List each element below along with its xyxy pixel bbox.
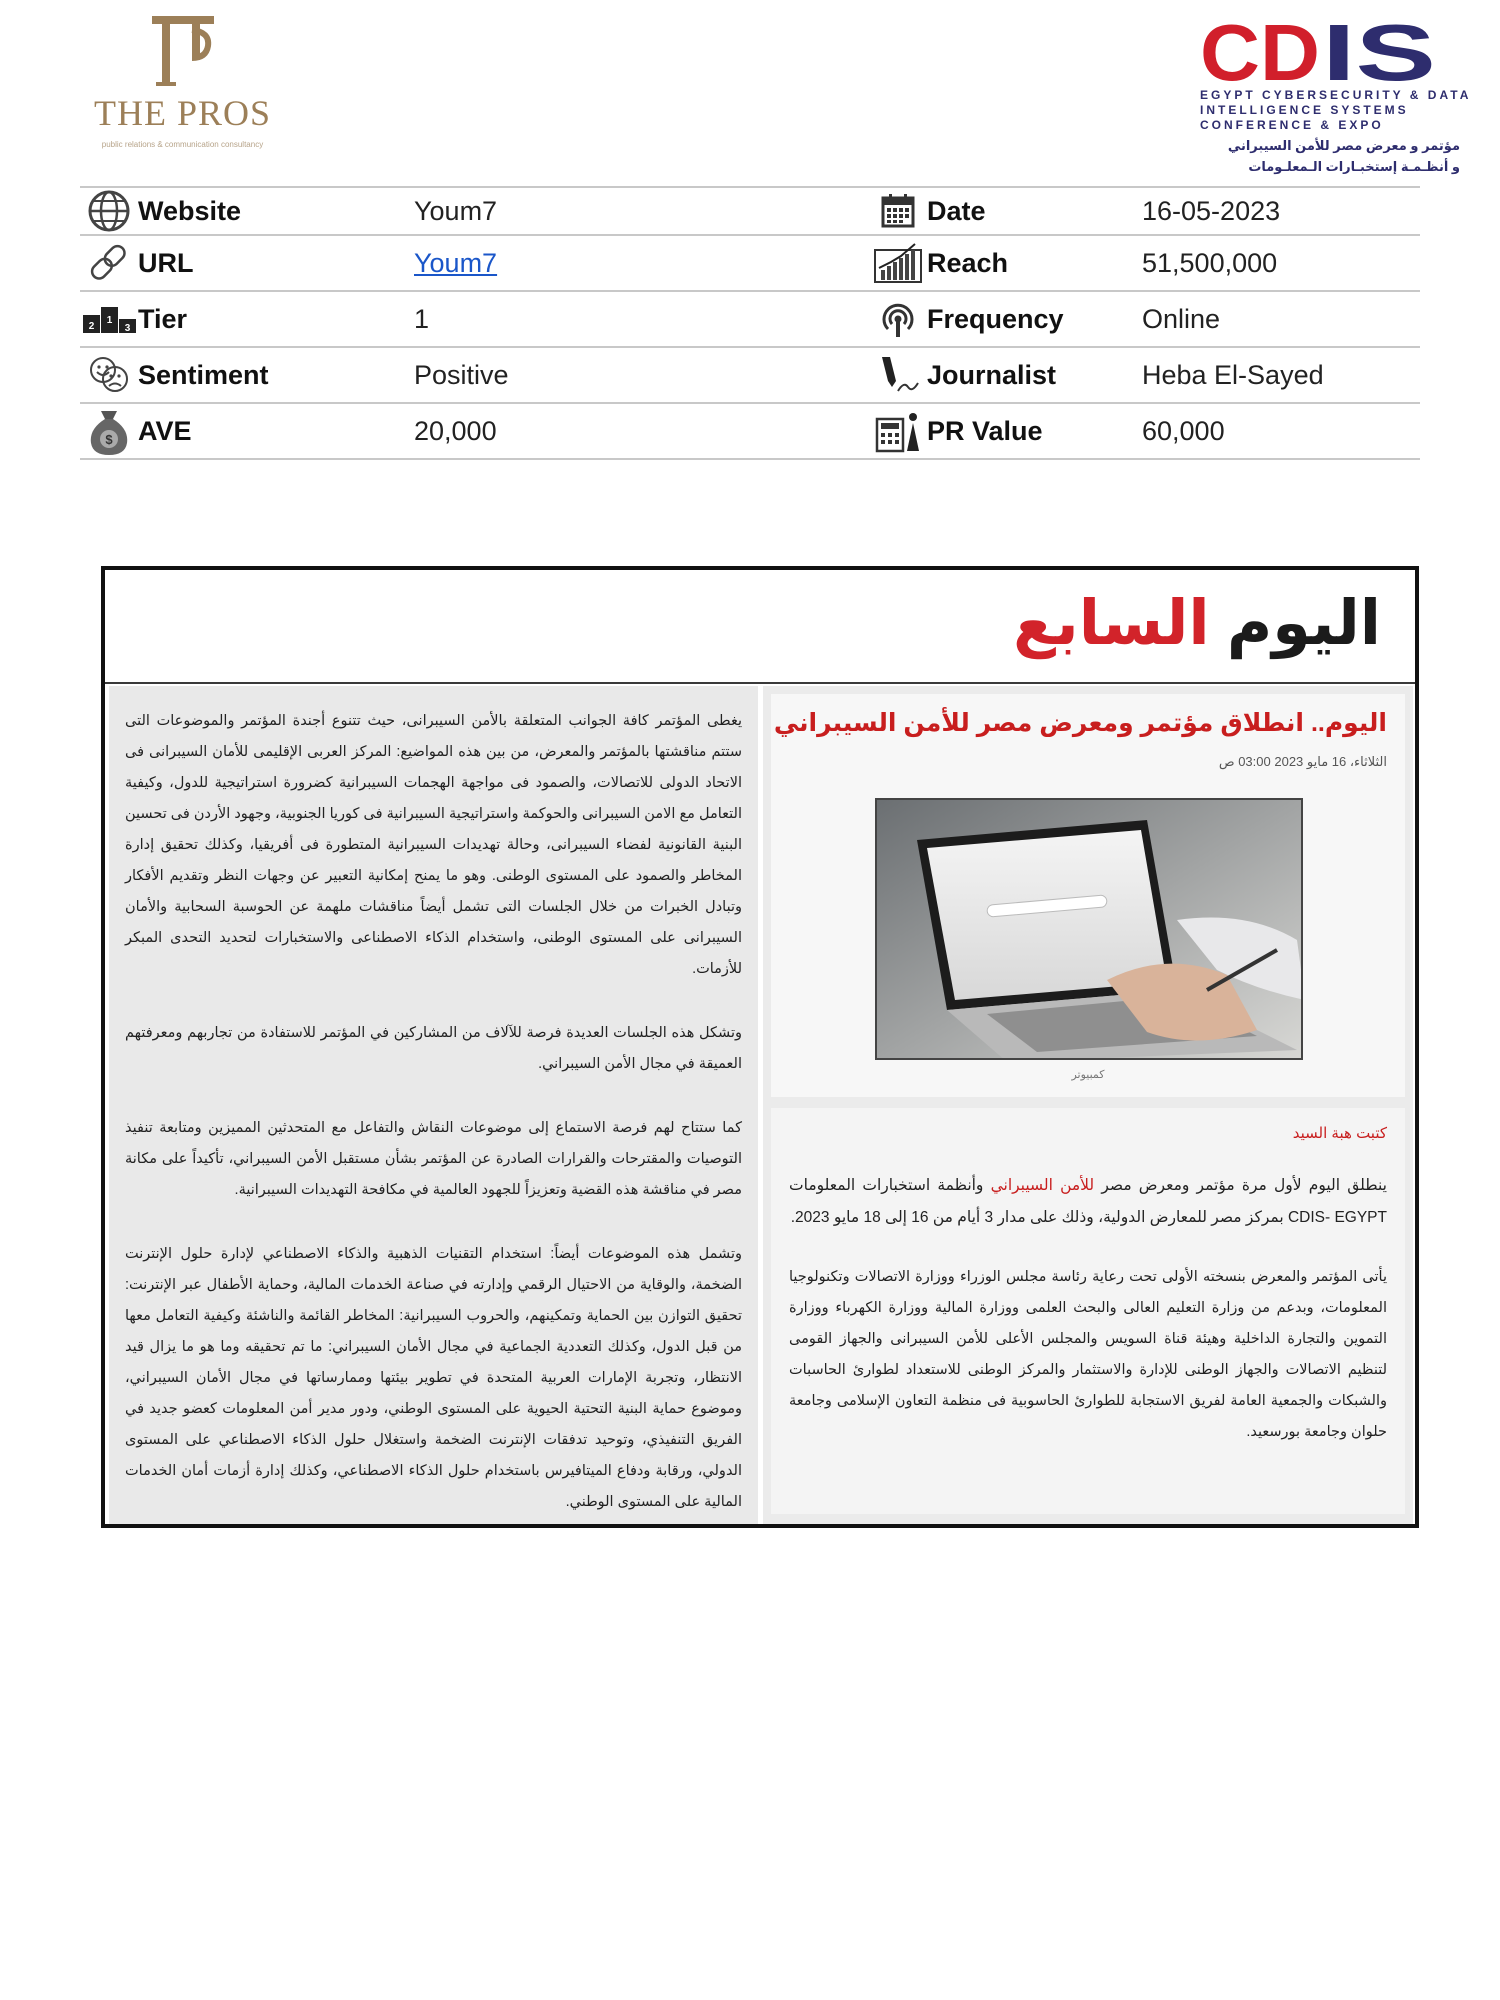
media-info-table xyxy=(80,186,1420,460)
podium-rank-1: 1 xyxy=(106,314,113,326)
info-row-3 xyxy=(80,291,1420,347)
masthead-divider xyxy=(105,682,1415,684)
money-bag-dollar: $ xyxy=(105,432,113,447)
sentiment-value: Positive xyxy=(414,347,869,403)
cdis-line-2: INTELLIGENCE SYSTEMS xyxy=(1200,103,1409,117)
tier-label: Tier xyxy=(138,291,414,347)
the-pros-name: THE PROS xyxy=(93,93,272,133)
article-paragraph: وتشكل هذه الجلسات العديدة فرصة للآلاف من المشاركين في المؤتمر للاستفادة من تجاربهم ومعرفتهم العميقة في مجال الأمن السيبراني. xyxy=(125,1025,742,1072)
calendar-icon xyxy=(880,193,916,229)
podium-rank-3: 3 xyxy=(124,322,131,334)
frequency-value: Online xyxy=(1142,291,1420,347)
smiley-faces-icon xyxy=(87,355,131,395)
cdis-word-is: IS xyxy=(1322,18,1436,88)
pr-value-value: 60,000 xyxy=(1142,403,1420,459)
url-value-cell xyxy=(414,235,869,291)
cdis-word-cd: CD xyxy=(1200,18,1320,88)
intro-text-a: ينطلق اليوم لأول مرة مؤتمر ومعرض مصر xyxy=(1094,1177,1387,1194)
info-icon-cell xyxy=(869,235,927,291)
cdis-arabic-1: مؤتمر و معرض مصر للأمن السيبراني xyxy=(1227,138,1460,153)
date-value: 16-05-2023 xyxy=(1142,187,1420,235)
article-paragraph: يغطى المؤتمر كافة الجوانب المتعلقة بالأمن السيبرانى، حيث تتنوع أجندة المؤتمر والموضوعات التى ستتم مناقشتها بالمؤتمر والمعرض، من بين هذه المواضيع: المركز العربى الإقليمى للأمان السيبرانى فى الاتحاد الدولى للاتصالات، والصمود فى مواجهة الهجمات السيبرانية كضرورة استراتيجية للدول، وكيفية التعامل مع الامن السيبرانى والحوكمة واستراتيجية السيبرانية فى كوريا الجنوبية، وجهود الأردن فى تحسين البنية القانونية لفضاء السيبرانى، وحالة تهديدات السيبرانية المتطورة فى أفريقيا، وكذلك تحقيق إدارة المخاطر والصمود على المستوى الوطنى. وهو ما يمنح إمكانية التعبير عن وجهات النظر وتقديم الأفكار وتبادل الخبرات من خلال الجلسات التى تشمل أيضاً مناقشات ملهمة عن الحوسبة السحابية والأمان السيبرانى على المستوى الوطنى، واستخدام الذكاء الاصطناعى والاستخبارات لتحديد التحدى المبكر للأزمات. xyxy=(125,713,742,977)
article-headline: اليوم.. انطلاق مؤتمر ومعرض مصر للأمن السيبراني xyxy=(773,709,1387,737)
article-photo xyxy=(875,798,1303,1060)
the-pros-logo xyxy=(80,10,285,175)
article-dateline: الثلاثاء، 16 مايو 2023 03:00 ص xyxy=(1218,754,1387,769)
info-row-2 xyxy=(80,235,1420,291)
youm7-masthead xyxy=(1013,584,1381,664)
article-body-left xyxy=(125,706,742,1518)
cdis-line-1: EGYPT CYBERSECURITY & DATA xyxy=(1200,88,1472,102)
url-link[interactable]: Youm7 xyxy=(414,247,498,278)
article-main-column xyxy=(763,686,1413,1524)
bar-chart-icon xyxy=(873,240,923,286)
frequency-label: Frequency xyxy=(927,291,1142,347)
tier-value: 1 xyxy=(414,291,869,347)
pen-icon xyxy=(876,355,920,395)
journalist-label: Journalist xyxy=(927,347,1142,403)
reach-value: 51,500,000 xyxy=(1142,235,1420,291)
the-pros-tagline: public relations & communication consultancy xyxy=(101,140,264,149)
info-icon-cell xyxy=(869,403,927,459)
info-icon-cell xyxy=(80,291,138,347)
article-paragraph: كما ستتاح لهم فرصة الاستماع إلى موضوعات النقاش والتفاعل مع المتحدثين المميزين ومتابعة تنفيذ التوصيات والمقترحات والقرارات الصادرة عن المؤتمر بشأن مستقبل الأمن السيبراني، تأكيداً على مكانة مصر في مناقشة هذه القضية وتعزيزاً للجهود العالمية في مكافحة التهديدات السيبرانية. xyxy=(125,1120,742,1198)
ave-label: AVE xyxy=(138,403,414,459)
article-byline: كتبت هبة السيد xyxy=(1292,1125,1387,1142)
article-body-right: يأتى المؤتمر والمعرض بنسخته الأولى تحت رعاية رئاسة مجلس الوزراء ووزارة الاتصالات وتكنولوجيا المعلومات، وبدعم من وزارة التعليم العالى والبحث العلمى ووزارة المالية ووزارة الكهرباء ووزارة التموين والتجارة الداخلية وهيئة قناة السويس والمجلس الأعلى للأمن السيبرانى والجهاز القومى لتنظيم الاتصالات والجهاز الوطنى للإدارة والاستثمار والمركز الوطنى للاستعداد لطوارئ الحاسبات والشبكات والجمعية العامة لفريق الاستجابة للطوارئ الحاسوبية فى منظمة التعاون الإسلامى وجامعة حلوان وجامعة بورسعيد. xyxy=(789,1269,1387,1440)
info-icon-cell xyxy=(80,403,138,459)
laptop-photo-illustration xyxy=(877,800,1303,1060)
article-header-box xyxy=(771,694,1405,1097)
info-icon-cell xyxy=(869,347,927,403)
sentiment-label: Sentiment xyxy=(138,347,414,403)
article-paragraph: وتشمل هذه الموضوعات أيضاً: استخدام التقنيات الذهبية والذكاء الاصطناعي لإدارة حلول الإنترنت الضخمة، والوقاية من الاحتيال الرقمي وإدارته في صناعة الخدمات المالية، وحماية الأطفال عبر الإنترنت: تحقيق التوازن بين الحماية وتمكينهم، والحروب السيبرانية: المخاطر القائمة والناشئة وكيفية التعامل معها من قبل الدول، وكذلك التعددية الجماعية في مجال الأمان السيبراني: ما تم تحقيقه وما هو ما يزال قيد الانتظار، وتجربة الإمارات العربية المتحدة في تطوير بيئتها وممارساتها في مجال الأمان السيبراني، وموضوع حماية البنية التحتية الحيوية على المستوى الوطني، ودور مدير أمن المعلومات كعضو جديد في الفريق التنفيذي، وتوحيد تدفقات الإنترنت الضخمة واستغلال حلول الذكاء الاصطناعي على المستوى الدولي، ورقابة ودفاع الميتافيرس باستخدام حلول الذكاء الاصطناعي، وكذلك إدارة أزمات أمان الخدمات المالية على المستوى الوطني. xyxy=(125,1246,742,1510)
date-label: Date xyxy=(927,187,1142,235)
reach-label: Reach xyxy=(927,235,1142,291)
cdis-wordmark xyxy=(1200,18,1440,88)
website-value: Youm7 xyxy=(414,187,869,235)
article-continued-column xyxy=(109,686,758,1524)
info-row-4 xyxy=(80,347,1420,403)
journalist-value: Heba El-Sayed xyxy=(1142,347,1420,403)
article-intro xyxy=(789,1170,1387,1234)
globe-icon xyxy=(87,189,131,233)
info-icon-cell xyxy=(80,235,138,291)
info-icon-cell xyxy=(80,347,138,403)
the-pros-monogram-icon xyxy=(148,10,218,90)
podium-icon xyxy=(81,305,137,335)
link-icon xyxy=(87,241,131,285)
photo-caption: كمبيوتر xyxy=(1071,1069,1105,1081)
masthead-word-2: السابع xyxy=(1013,589,1210,658)
calculator-icon xyxy=(875,409,921,453)
broadcast-icon xyxy=(878,299,918,339)
info-icon-cell xyxy=(869,291,927,347)
masthead-word-1: اليوم xyxy=(1226,589,1381,658)
cdis-arabic-2: و أنظـمـة إستخبـارات الـمعلـومات xyxy=(1248,159,1460,174)
website-label: Website xyxy=(138,187,414,235)
info-row-1 xyxy=(80,187,1420,235)
podium-rank-2: 2 xyxy=(88,320,95,332)
pr-value-label: PR Value xyxy=(927,403,1142,459)
news-clipping xyxy=(101,566,1419,1528)
intro-text-b: وأنظمة استخبارات المعلومات CDIS- EGYPT بمركز مصر للمعارض الدولية، وذلك على مدار 3 أيام من 16 إلى 18 مايو 2023. xyxy=(789,1177,1387,1226)
url-label: URL xyxy=(138,235,414,291)
info-row-5 xyxy=(80,403,1420,459)
ave-value: 20,000 xyxy=(414,403,869,459)
money-bag-icon xyxy=(87,405,131,457)
article-lead-box xyxy=(771,1108,1405,1514)
intro-highlight: للأمن السيبراني xyxy=(990,1177,1095,1194)
info-icon-cell xyxy=(869,187,927,235)
cdis-logo xyxy=(1200,18,1472,183)
cdis-line-3: CONFERENCE & EXPO xyxy=(1200,118,1384,132)
info-icon-cell xyxy=(80,187,138,235)
